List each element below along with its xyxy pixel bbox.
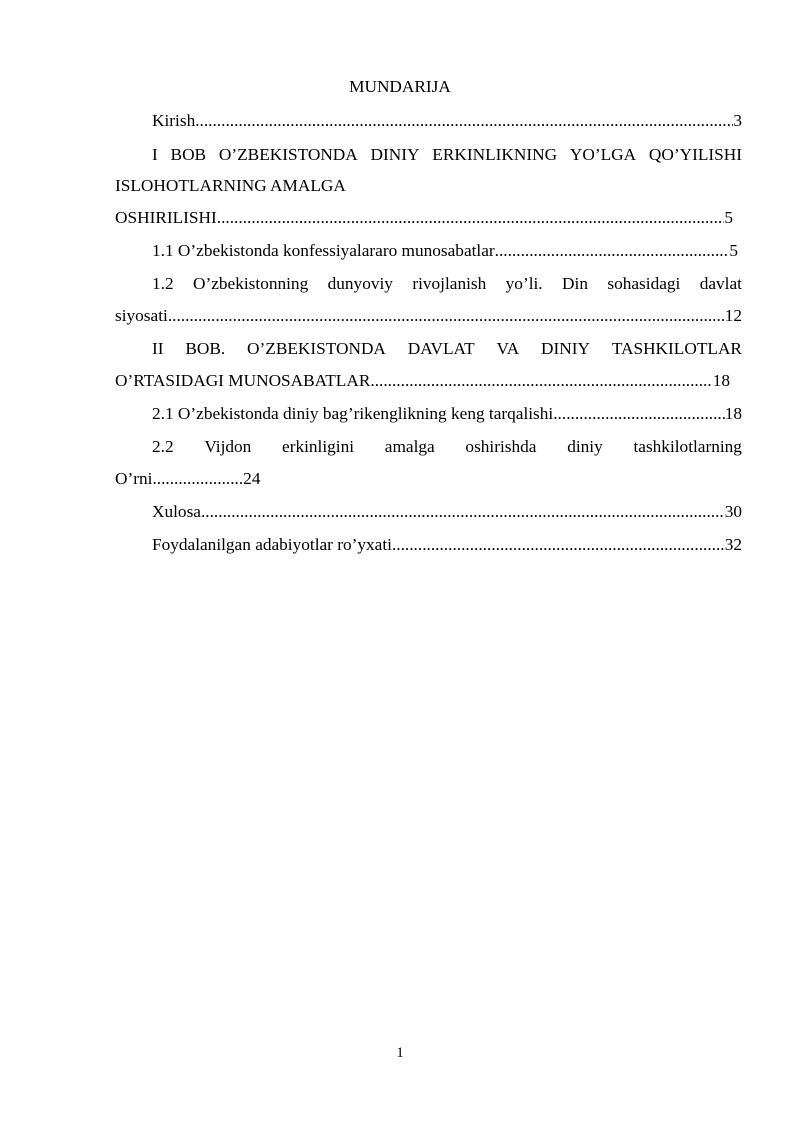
toc-word: amalga [384, 437, 435, 456]
toc-word: yo’li. [505, 274, 543, 293]
toc-entry-kirish[interactable] [152, 110, 742, 132]
toc-entry-text: 1.1 O’zbekistonda konfessiyalararo munosabatlar [152, 241, 495, 260]
toc-word: dunyoviy [327, 274, 393, 293]
toc-entry-adabiyotlar[interactable] [152, 534, 742, 556]
toc-word: 1.2 [152, 274, 174, 293]
toc-word: BOB. [185, 339, 226, 358]
toc-entry-1-2-line2[interactable] [115, 305, 742, 327]
toc-entry-text: Kirish [152, 111, 196, 130]
toc-word: davlat [699, 274, 742, 293]
toc-leader-dots [553, 403, 724, 425]
toc-entry-page: 5 [729, 241, 738, 260]
toc-leader-dots [370, 370, 712, 392]
toc-entry-2-1[interactable] [152, 403, 742, 425]
toc-entry-1-2-line1[interactable] [152, 273, 742, 295]
toc-entry-text: OSHIRILISHI [115, 208, 217, 227]
toc-word: tashkilotlarning [633, 437, 742, 456]
toc-leader-dots [201, 501, 725, 523]
toc-word: diniy [567, 437, 603, 456]
toc-word: rivojlanish [412, 274, 487, 293]
toc-entry-page: 18 [712, 371, 730, 390]
toc-leader-dots: ..................... [152, 469, 244, 488]
toc-word: I [152, 145, 158, 164]
toc-entry-bob1-line1[interactable] [152, 144, 742, 166]
toc-word: BOB [170, 145, 207, 164]
toc-word: DINIY [541, 339, 590, 358]
toc-leader-dots [495, 240, 730, 262]
toc-entry-text: O’rni [115, 469, 153, 488]
toc-word: QO’YILISHI [648, 145, 742, 164]
toc-entry-bob2-line1[interactable] [152, 338, 742, 360]
toc-entry-xulosa[interactable] [152, 501, 742, 523]
toc-word: erkinligini [282, 437, 355, 456]
toc-entry-text: Xulosa [152, 502, 201, 521]
toc-entry-text: O’RTASIDAGI MUNOSABATLAR [115, 371, 371, 390]
toc-word: 2.2 [152, 437, 174, 456]
toc-word: II [152, 339, 164, 358]
toc-entry-page: 5 [724, 208, 733, 227]
toc-entry-2-2-line2[interactable] [115, 468, 260, 490]
toc-entry-bob1-line3[interactable] [115, 207, 733, 229]
toc-entry-2-2-line1[interactable] [152, 436, 742, 458]
toc-word: O’ZBEKISTONDA [218, 145, 358, 164]
toc-entry-page: 32 [724, 535, 742, 554]
toc-entry-page: 12 [724, 306, 742, 325]
toc-word: O’ZBEKISTONDA [247, 339, 386, 358]
page-number: 1 [396, 1045, 404, 1061]
page-title: MUNDARIJA [349, 77, 451, 96]
toc-leader-dots [168, 305, 725, 327]
toc-word: DINIY [370, 145, 420, 164]
toc-entry-text: 2.1 O’zbekistonda diniy bag’rikenglikning keng tarqalishi [152, 404, 554, 423]
toc-entry-page: 24 [243, 469, 261, 488]
toc-entry-bob1-line2: ISLOHOTLARNING AMALGA [115, 176, 346, 195]
toc-word: YO’LGA [569, 145, 637, 164]
toc-leader-dots [392, 534, 725, 556]
toc-word: O’zbekistonning [193, 274, 309, 293]
toc-word: sohasidagi [607, 274, 681, 293]
toc-word: Din [562, 274, 588, 293]
toc-entry-1-1[interactable] [152, 240, 738, 262]
toc-entry-page: 30 [724, 502, 742, 521]
toc-word: TASHKILOTLAR [611, 339, 742, 358]
toc-word: oshirishda [465, 437, 537, 456]
toc-word: ERKINLIKNING [432, 145, 558, 164]
toc-entry-text: Foydalanilgan adabiyotlar ro’yxati [152, 535, 392, 554]
toc-word: VA [496, 339, 520, 358]
toc-word: Vijdon [204, 437, 252, 456]
toc-entry-page: 18 [724, 404, 742, 423]
toc-leader-dots [217, 207, 725, 229]
toc-entry-bob2-line2[interactable] [115, 370, 730, 392]
toc-entry-page: 3 [733, 111, 742, 130]
toc-entry-text: siyosati [115, 306, 168, 325]
toc-leader-dots [195, 110, 733, 132]
toc-word: DAVLAT [407, 339, 475, 358]
